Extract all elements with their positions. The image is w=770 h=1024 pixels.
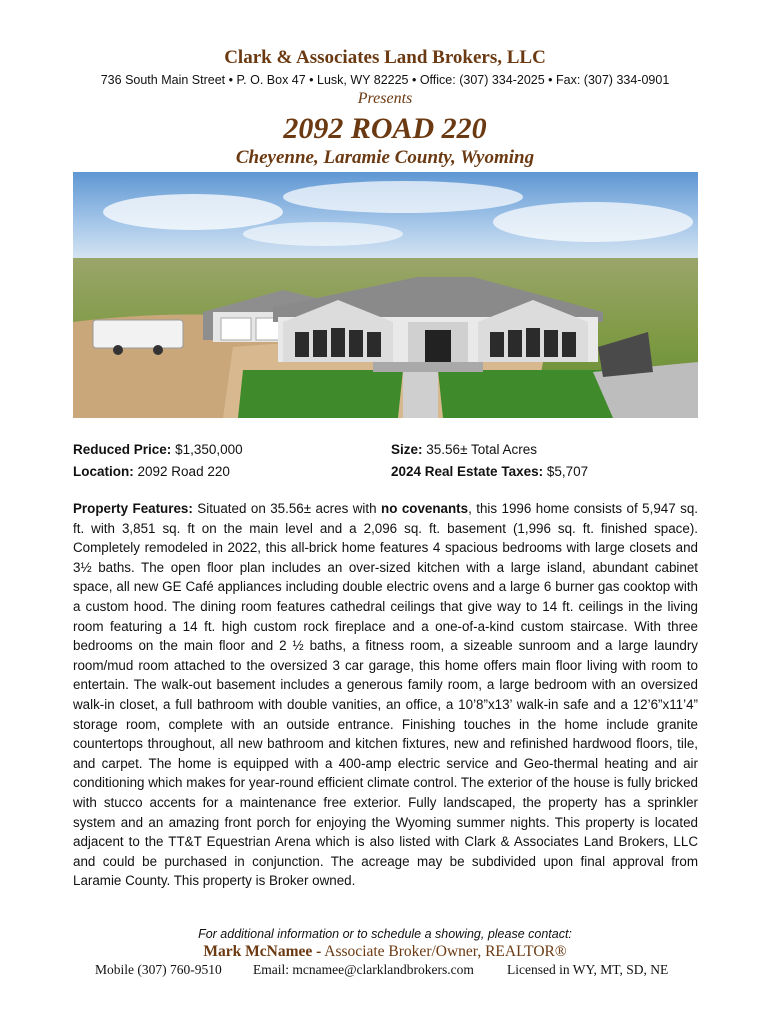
property-location-subtitle: Cheyenne, Laramie County, Wyoming — [235, 147, 535, 168]
company-address: 736 South Main Street • P. O. Box 47 • Lusk, WY 82225 • Office: (307) 334-2025 • Fax: (307) 334-0901 — [100, 73, 670, 87]
contact-intro: For additional information or to schedule a showing, please contact: — [198, 927, 572, 941]
property-title: 2092 ROAD 220 — [283, 112, 487, 145]
price-label: Reduced Price: — [73, 442, 172, 457]
location-label: Location: — [73, 464, 134, 479]
agent-mobile: Mobile (307) 760-9510 — [95, 962, 222, 977]
company-name: Clark & Associates Land Brokers, LLC — [224, 47, 546, 68]
taxes-label: 2024 Real Estate Taxes: — [391, 464, 544, 479]
size-value: 35.56± Total Acres — [426, 442, 538, 457]
agent-licensed: Licensed in WY, MT, SD, NE — [507, 962, 669, 977]
agent-email[interactable]: Email: mcnamee@clarklandbrokers.com — [253, 962, 474, 977]
size-label: Size: — [391, 442, 423, 457]
agent-line — [0, 943, 770, 961]
property-aerial-photo — [73, 172, 698, 418]
location-spec — [73, 464, 230, 479]
features-emphasis: no covenants — [381, 501, 469, 516]
features-text-part1: Situated on 35.56± acres with — [197, 501, 377, 516]
agent-name: Mark McNamee - — [203, 943, 322, 960]
presents-label: Presents — [357, 90, 413, 107]
price-value: $1,350,000 — [175, 442, 243, 457]
size-spec — [391, 442, 537, 457]
property-features — [73, 499, 698, 891]
location-value: 2092 Road 220 — [137, 464, 230, 479]
price-spec — [73, 442, 243, 457]
taxes-value: $5,707 — [546, 464, 589, 479]
features-label: Property Features: — [73, 501, 193, 516]
taxes-spec — [391, 464, 588, 479]
features-text-part2: , this 1996 home consists of 5,947 sq. ft. with 3,851 sq. ft on the main level and a 2,096 sq. ft. basement (1,996 sq. ft. finished space). Completely remodeled in 2022, this all-brick home features 4 spacious bedrooms with large closets and 3½ baths. The open floor plan includes an over-sized kitchen with a large island, abundant cabinet space, all new GE Café appliances including double electric ovens and a large 6 burner gas cooktop with a custom hood. The dining room features cathedral ceilings that give way to 14 ft. ceilings in the living room featuring a 14 ft. high custom rock fireplace and a one-of-a-kind custom staircase. With three bedrooms on the main floor and 2 ½ baths, a fitness room, a sizeable sunroom and a large laundry room/mud room attached to the oversized 3 car garage, this home offers main floor living with room to entertain. The walk-out basement includes a generous family room, a large bedroom with an oversized walk-in closet, a full bathroom with double vanities, an office, a 10’8”x13’ walk-in safe and a 12’6”x11’4” storage room, complete with an outside entrance. Finishing touches in the home include granite countertops throughout, all new bathroom and kitchen fixtures, new and refinished hardwood floors, tile, and carpet. The home is equipped with a 400-amp electric service and Geo-thermal heating and air conditioning which makes for year-round efficient climate control. The exterior of the house is fully bricked with stucco accents for a maintenance free exterior. Fully landscaped, the property has a sprinkler system and an amazing front porch for enjoying the Wyoming summer nights. This property is located adjacent to the TT&T Equestrian Arena which is also listed with Clark & Associates Land Brokers, LLC and could be purchased in conjunction. The acreage may be subdivided upon final approval from Laramie County. This property is Broker owned. — [73, 501, 698, 889]
agent-title: Associate Broker/Owner, REALTOR® — [321, 943, 567, 960]
